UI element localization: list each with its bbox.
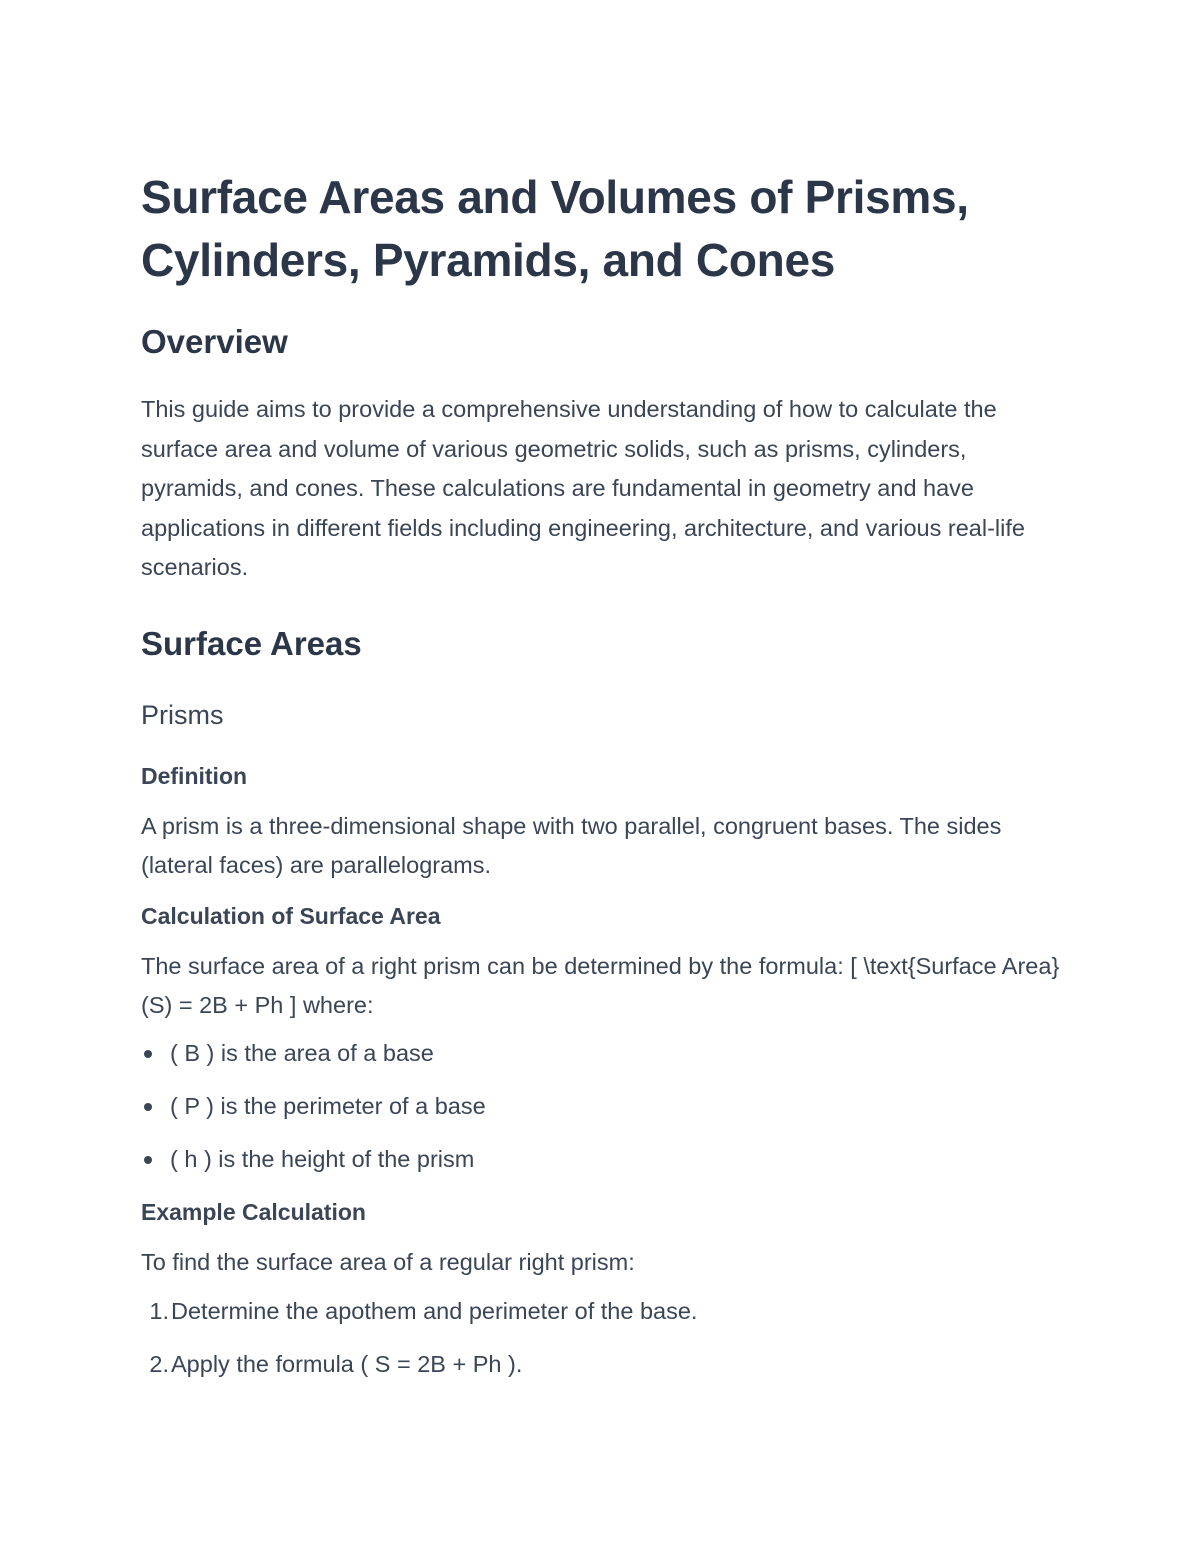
step-number: 1. [149,1298,169,1324]
list-item [141,1091,1060,1121]
title-line-1: Surface Areas and Volumes of Prisms, [141,171,969,223]
definition-paragraph: A prism is a three-dimensional shape with two parallel, congruent bases. The sides (lateral faces) are parallelograms. [141,812,1002,878]
example-heading: Example Calculation [141,1198,366,1225]
calculation-paragraph: The surface area of a right prism can be determined by the formula: [ \text{Surface Area} (S) = 2B + Ph ] where: [141,952,1060,1018]
list-item [141,1038,1060,1068]
variable-list [141,1038,1060,1174]
calculation-heading: Calculation of Surface Area [141,902,441,929]
list-item-text: ( h ) is the height of the prism [170,1145,475,1172]
overview-heading: Overview [141,323,288,360]
bullet-icon [144,1050,152,1058]
step-text: Determine the apothem and perimeter of the base. [171,1298,698,1324]
overview-paragraph: This guide aims to provide a comprehensive understanding of how to calculate the surface area and volume of various geometric solids, such as prisms, cylinders, pyramids, and cones. These calculations are fundamental in geometry and have applications in different fields including engineering, architecture, and various real-life scenarios. [141,396,1025,580]
step-text: Apply the formula ( S = 2B + Ph ). [171,1351,523,1377]
list-item [141,1144,1060,1174]
list-item [141,1349,1060,1379]
surface-areas-heading: Surface Areas [141,624,362,662]
list-item-text: ( B ) is the area of a base [170,1039,434,1066]
step-number: 2. [149,1351,169,1377]
steps-list [141,1296,1060,1379]
bullet-icon [144,1103,152,1111]
list-item [141,1296,1060,1326]
definition-heading: Definition [141,762,248,789]
bullet-icon [144,1156,152,1164]
example-paragraph: To find the surface area of a regular right prism: [141,1248,635,1275]
prisms-heading: Prisms [141,699,224,730]
title-line-2: Cylinders, Pyramids, and Cones [141,234,836,286]
document-title [141,166,1060,292]
list-item-text: ( P ) is the perimeter of a base [170,1092,486,1119]
